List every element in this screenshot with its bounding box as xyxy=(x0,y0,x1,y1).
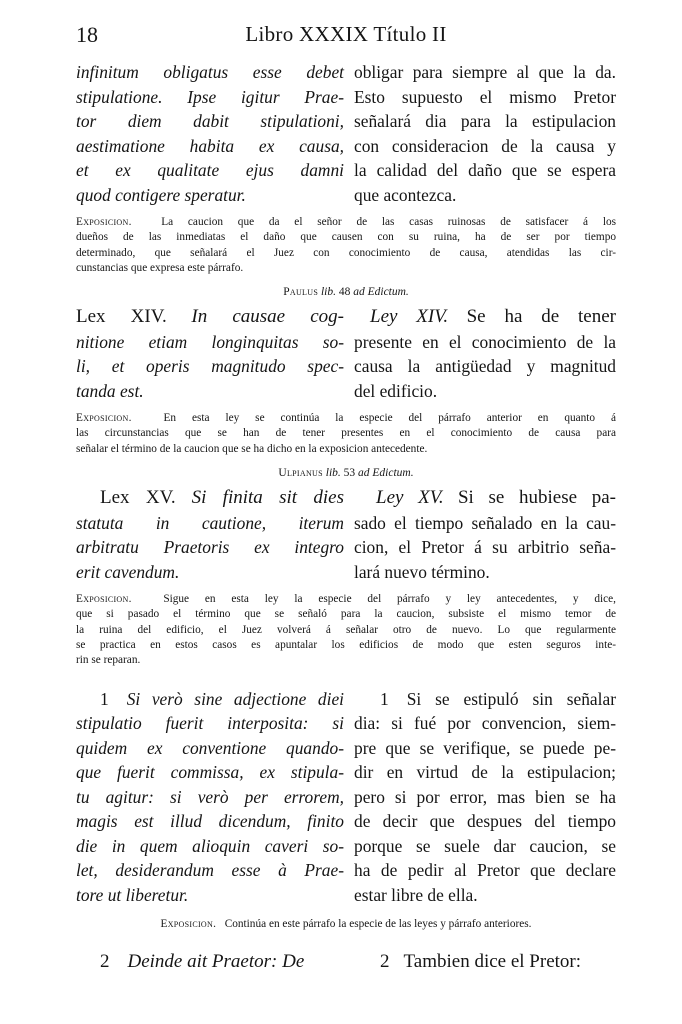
spanish-line: sado el tiempo señalado en la cau- xyxy=(354,512,616,533)
spanish-line: Esto supuesto el mismo Pretor xyxy=(354,86,616,107)
spanish-line: estar libre de ella. xyxy=(354,884,478,905)
exposicion-line: las circunstancias que se han de tener presentes en el conocimiento de causa para xyxy=(76,427,616,440)
section-3-text xyxy=(76,485,616,584)
latin-text: Si verò sine adjectione diei xyxy=(126,688,344,709)
exposicion-line: se practica en estos casos es apuntalar los edificios de modo que esten seguros inte- xyxy=(76,638,616,651)
exposicion-2 xyxy=(76,411,616,457)
source-citation-1 xyxy=(76,286,616,298)
spanish-text: Si se hubiese pa- xyxy=(457,487,616,509)
latin-line: tor diem dabit stipulationi, xyxy=(76,111,344,131)
latin-line: li, et operis magnitudo spec- xyxy=(76,356,344,377)
latin-column xyxy=(76,687,344,908)
section-2-text xyxy=(76,304,616,403)
paragraph-number: 2 xyxy=(380,951,390,973)
latin-line: magis est illud dicendum, finito xyxy=(76,811,344,832)
latin-line xyxy=(76,304,344,330)
exposicion-line: dueños de las inmediatas el daño que causen con su ruina, ha de ser por tiempo xyxy=(76,231,616,244)
spanish-line xyxy=(354,951,581,972)
exposicion-3 xyxy=(76,592,616,668)
source-number: 53 xyxy=(343,467,356,480)
spanish-line: presente en el conocimiento de la xyxy=(354,331,616,352)
lex-heading: Lex XIV. xyxy=(76,306,167,328)
spanish-line: pre que se verifique, se puede pe- xyxy=(354,737,616,758)
spanish-line: porque se suele dar caucion, se xyxy=(354,835,616,856)
spanish-text: Se ha de tener xyxy=(466,306,616,328)
running-title: Libro XXXIX Título II xyxy=(245,22,447,46)
latin-line: nitione etiam longinquitas so- xyxy=(76,331,344,352)
latin-line xyxy=(76,687,344,712)
latin-text: Si finita sit dies xyxy=(191,487,344,509)
latin-text: In causae cog- xyxy=(191,306,344,328)
spanish-line xyxy=(354,304,616,330)
latin-line: aestimatione habita ex causa, xyxy=(76,135,344,156)
spanish-column xyxy=(354,60,616,207)
exposicion-line: cunstancias que expresa este párrafo. xyxy=(76,261,244,274)
exposicion-label: Exposicion. xyxy=(76,593,132,606)
section-1-text xyxy=(76,60,616,207)
exposicion-label: Exposicion. xyxy=(76,412,132,425)
spanish-line: dia: si fué por convencion, siem- xyxy=(354,713,616,734)
spanish-line: cion, el Pretor á su arbitrio seña- xyxy=(354,537,616,558)
spanish-column xyxy=(354,687,616,908)
latin-line xyxy=(76,485,344,511)
exposicion-1 xyxy=(76,215,616,276)
exposicion-line: determinado, que señalará el Juez con conocimiento de causa, atendidas las cir- xyxy=(76,246,616,259)
exposicion-text: La caucion que da el señor de las casas ruinosas de satisfacer á los xyxy=(161,216,616,228)
source-author: Paulus xyxy=(283,286,319,299)
latin-line: tore ut liberetur. xyxy=(76,884,189,905)
exposicion-line xyxy=(76,215,616,230)
spanish-line: de decir que despues del tiempo xyxy=(354,811,616,832)
latin-column xyxy=(76,950,344,975)
spanish-line: señalará dia para la estipulacion xyxy=(354,111,616,131)
exposicion-line: que si pasado el término que se señaló para la caucion, subsiste el mismo temor de xyxy=(76,608,616,621)
spanish-text: Tambien dice el Pretor: xyxy=(403,951,582,973)
exposicion-text: Continúa en este párrafo la especie de las leyes y párrafo anteriores. xyxy=(224,918,532,931)
source-work: ad Edictum. xyxy=(358,467,414,480)
latin-column xyxy=(76,485,344,584)
page-header xyxy=(76,22,616,54)
paragraph-number: 2 xyxy=(100,951,110,973)
source-lib: lib. xyxy=(320,286,336,299)
exposicion-line xyxy=(76,411,616,426)
spanish-line: con consideracion de la causa y xyxy=(354,135,616,156)
spanish-line: que acontezca. xyxy=(354,184,457,205)
ley-heading: Ley XV. xyxy=(376,487,444,509)
spanish-column xyxy=(354,304,616,403)
source-lib: lib. xyxy=(325,467,341,480)
source-number: 48 xyxy=(338,286,351,299)
latin-line: let, desiderandum esse à Prae- xyxy=(76,860,344,881)
latin-line: statuta in cautione, iterum xyxy=(76,512,344,533)
latin-line: quidem ex conventione quando- xyxy=(76,737,344,758)
exposicion-line: la ruina del edificio, el Juez volverá á señalar otro de nuevo. Lo que regularmente xyxy=(76,623,616,636)
spanish-line xyxy=(354,485,616,511)
latin-column xyxy=(76,60,344,207)
section-4-text xyxy=(76,687,616,908)
latin-text: Deinde ait Praetor: De xyxy=(127,951,305,973)
spanish-line: dir en virtud de la estipulacion; xyxy=(354,762,616,783)
latin-line: die in quem alioquin caveri so- xyxy=(76,835,344,856)
spanish-line: la calidad del daño que se espera xyxy=(354,160,616,180)
source-work: ad Edictum. xyxy=(353,286,409,299)
latin-line: arbitratu Praetoris ex integro xyxy=(76,537,344,558)
spanish-line: ha de pedir al Pretor que declare xyxy=(354,860,616,881)
source-author: Ulpianus xyxy=(278,467,323,480)
book-page xyxy=(76,22,616,975)
latin-line: infinitum obligatus esse debet xyxy=(76,62,344,82)
spanish-line: obligar para siempre al que la da. xyxy=(354,62,616,82)
paragraph-number: 1 xyxy=(380,688,389,709)
latin-line: tu agitur: si verò per errorem, xyxy=(76,786,344,807)
ley-heading: Ley XIV. xyxy=(370,306,449,328)
spanish-column xyxy=(354,485,616,584)
section-5-text xyxy=(76,950,616,975)
spanish-line: pero si por error, mas bien se ha xyxy=(354,786,616,807)
paragraph-number: 1 xyxy=(100,688,109,709)
latin-line: erit cavendum. xyxy=(76,561,180,582)
exposicion-label: Exposicion. xyxy=(160,918,217,931)
exposicion-4 xyxy=(76,917,616,932)
latin-line: quod contigere speratur. xyxy=(76,184,246,205)
latin-line: stipulatio fuerit interposita: si xyxy=(76,713,344,734)
latin-column xyxy=(76,304,344,403)
page-number: 18 xyxy=(76,22,98,47)
exposicion-text: En esta ley se continúa la especie del párrafo anterior en quanto á xyxy=(163,412,617,425)
lex-heading: Lex XV. xyxy=(100,487,176,509)
latin-line: que fuerit commissa, ex stipula- xyxy=(76,762,344,783)
spanish-text: Si se estipuló sin señalar xyxy=(406,688,616,709)
latin-line: stipulatione. Ipse igitur Prae- xyxy=(76,86,344,107)
exposicion-line xyxy=(76,592,616,607)
spanish-column xyxy=(354,950,616,975)
latin-line: tanda est. xyxy=(76,380,144,401)
source-citation-2 xyxy=(76,467,616,479)
spanish-line: causa la antigüedad y magnitud xyxy=(354,356,616,377)
exposicion-label: Exposicion. xyxy=(76,216,132,228)
latin-line: et ex qualitate ejus damni xyxy=(76,160,344,180)
spanish-line: lará nuevo término. xyxy=(354,561,490,582)
exposicion-line: señalar el término de la caucion que se ha dicho en la exposicion antecedente. xyxy=(76,442,428,455)
exposicion-text: Sigue en esta ley la especie del párrafo y ley antecedentes, y dice, xyxy=(163,593,616,606)
latin-line xyxy=(76,951,304,972)
exposicion-line: rin se reparan. xyxy=(76,654,141,667)
spanish-line: del edificio. xyxy=(354,380,438,401)
spanish-line xyxy=(354,687,616,712)
